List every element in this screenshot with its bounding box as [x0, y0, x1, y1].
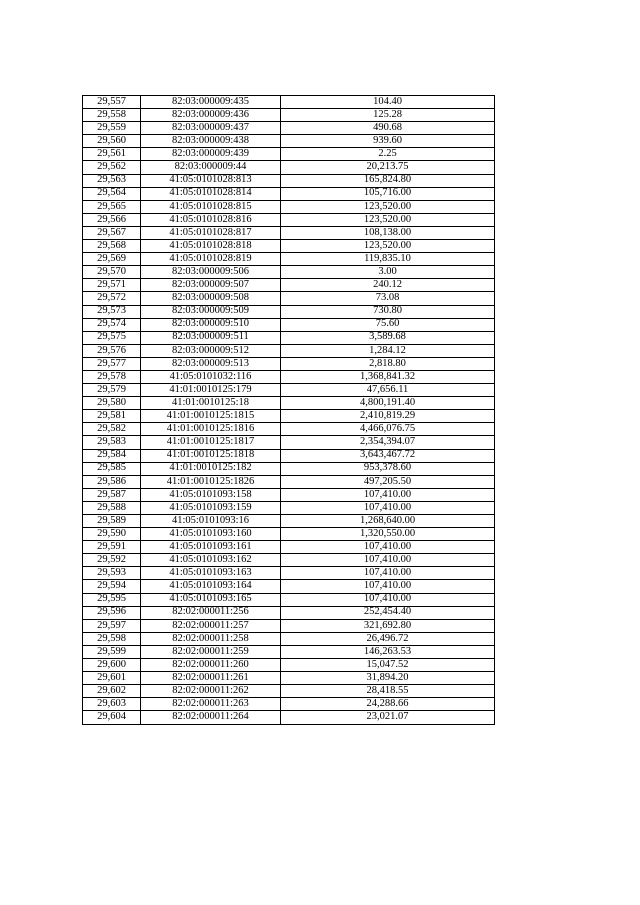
- row-number-cell: 29,599: [83, 645, 141, 658]
- cadastral-number-cell: 41:01:0010125:179: [141, 384, 281, 397]
- data-table: [82, 95, 495, 725]
- row-number-cell: 29,559: [83, 122, 141, 135]
- row-number-cell: 29,590: [83, 528, 141, 541]
- row-number-cell: 29,567: [83, 226, 141, 239]
- row-number-cell: 29,557: [83, 96, 141, 109]
- cadastral-number-cell: 82:03:000009:508: [141, 292, 281, 305]
- table-row: [83, 109, 495, 122]
- row-number-cell: 29,583: [83, 436, 141, 449]
- cadastral-number-cell: 41:05:0101093:158: [141, 488, 281, 501]
- value-cell: 252,454.40: [281, 606, 495, 619]
- value-cell: 20,213.75: [281, 161, 495, 174]
- table-row: [83, 305, 495, 318]
- cadastral-number-cell: 82:02:000011:261: [141, 672, 281, 685]
- table-row: [83, 174, 495, 187]
- value-cell: 75.60: [281, 318, 495, 331]
- table-row: [83, 253, 495, 266]
- row-number-cell: 29,603: [83, 698, 141, 711]
- value-cell: 107,410.00: [281, 593, 495, 606]
- row-number-cell: 29,589: [83, 515, 141, 528]
- cadastral-number-cell: 82:03:000009:437: [141, 122, 281, 135]
- cadastral-number-cell: 82:02:000011:258: [141, 632, 281, 645]
- table-row: [83, 698, 495, 711]
- value-cell: 123,520.00: [281, 240, 495, 253]
- row-number-cell: 29,577: [83, 357, 141, 370]
- table-row: [83, 515, 495, 528]
- cadastral-number-cell: 82:03:000009:435: [141, 96, 281, 109]
- value-cell: 107,410.00: [281, 488, 495, 501]
- table-row: [83, 619, 495, 632]
- table-row: [83, 357, 495, 370]
- value-cell: 108,138.00: [281, 226, 495, 239]
- row-number-cell: 29,600: [83, 659, 141, 672]
- value-cell: 321,692.80: [281, 619, 495, 632]
- value-cell: 107,410.00: [281, 541, 495, 554]
- table-row: [83, 122, 495, 135]
- cadastral-number-cell: 82:03:000009:439: [141, 148, 281, 161]
- row-number-cell: 29,598: [83, 632, 141, 645]
- row-number-cell: 29,596: [83, 606, 141, 619]
- value-cell: 2.25: [281, 148, 495, 161]
- value-cell: 123,520.00: [281, 200, 495, 213]
- value-cell: 1,320,550.00: [281, 528, 495, 541]
- cadastral-number-cell: 82:03:000009:511: [141, 331, 281, 344]
- table-row: [83, 96, 495, 109]
- cadastral-number-cell: 82:03:000009:509: [141, 305, 281, 318]
- row-number-cell: 29,558: [83, 109, 141, 122]
- row-number-cell: 29,584: [83, 449, 141, 462]
- row-number-cell: 29,572: [83, 292, 141, 305]
- table-row: [83, 580, 495, 593]
- value-cell: 107,410.00: [281, 580, 495, 593]
- table-row: [83, 423, 495, 436]
- value-cell: 23,021.07: [281, 711, 495, 724]
- value-cell: 3,589.68: [281, 331, 495, 344]
- row-number-cell: 29,597: [83, 619, 141, 632]
- cadastral-number-cell: 82:02:000011:264: [141, 711, 281, 724]
- table-row: [83, 279, 495, 292]
- cadastral-number-cell: 82:02:000011:262: [141, 685, 281, 698]
- row-number-cell: 29,565: [83, 200, 141, 213]
- cadastral-number-cell: 82:02:000011:257: [141, 619, 281, 632]
- cadastral-number-cell: 82:03:000009:506: [141, 266, 281, 279]
- row-number-cell: 29,564: [83, 187, 141, 200]
- cadastral-number-cell: 82:02:000011:263: [141, 698, 281, 711]
- value-cell: 490.68: [281, 122, 495, 135]
- row-number-cell: 29,561: [83, 148, 141, 161]
- cadastral-number-cell: 41:05:0101093:162: [141, 554, 281, 567]
- value-cell: 4,466,076.75: [281, 423, 495, 436]
- value-cell: 1,284.12: [281, 344, 495, 357]
- value-cell: 31,894.20: [281, 672, 495, 685]
- cadastral-number-cell: 41:05:0101093:16: [141, 515, 281, 528]
- data-table-body: [83, 96, 495, 725]
- row-number-cell: 29,560: [83, 135, 141, 148]
- cadastral-number-cell: 82:03:000009:438: [141, 135, 281, 148]
- table-row: [83, 672, 495, 685]
- cadastral-number-cell: 82:03:000009:513: [141, 357, 281, 370]
- row-number-cell: 29,602: [83, 685, 141, 698]
- value-cell: 1,368,841.32: [281, 370, 495, 383]
- value-cell: 146,263.53: [281, 645, 495, 658]
- cadastral-number-cell: 41:05:0101093:163: [141, 567, 281, 580]
- table-row: [83, 397, 495, 410]
- table-row: [83, 632, 495, 645]
- table-row: [83, 384, 495, 397]
- table-row: [83, 685, 495, 698]
- table-row: [83, 593, 495, 606]
- cadastral-number-cell: 41:05:0101093:161: [141, 541, 281, 554]
- row-number-cell: 29,585: [83, 462, 141, 475]
- value-cell: 2,354,394.07: [281, 436, 495, 449]
- row-number-cell: 29,582: [83, 423, 141, 436]
- value-cell: 119,835.10: [281, 253, 495, 266]
- row-number-cell: 29,574: [83, 318, 141, 331]
- value-cell: 1,268,640.00: [281, 515, 495, 528]
- cadastral-number-cell: 41:05:0101028:816: [141, 213, 281, 226]
- row-number-cell: 29,587: [83, 488, 141, 501]
- row-number-cell: 29,570: [83, 266, 141, 279]
- row-number-cell: 29,586: [83, 475, 141, 488]
- table-row: [83, 567, 495, 580]
- cadastral-number-cell: 41:01:0010125:1826: [141, 475, 281, 488]
- cadastral-number-cell: 41:01:0010125:1815: [141, 410, 281, 423]
- row-number-cell: 29,601: [83, 672, 141, 685]
- row-number-cell: 29,573: [83, 305, 141, 318]
- table-row: [83, 606, 495, 619]
- cadastral-number-cell: 82:02:000011:256: [141, 606, 281, 619]
- table-row: [83, 226, 495, 239]
- value-cell: 26,496.72: [281, 632, 495, 645]
- cadastral-number-cell: 41:05:0101032:116: [141, 370, 281, 383]
- table-row: [83, 528, 495, 541]
- table-row: [83, 292, 495, 305]
- value-cell: 2,818.80: [281, 357, 495, 370]
- value-cell: 107,410.00: [281, 554, 495, 567]
- row-number-cell: 29,580: [83, 397, 141, 410]
- cadastral-number-cell: 82:03:000009:510: [141, 318, 281, 331]
- value-cell: 953,378.60: [281, 462, 495, 475]
- row-number-cell: 29,581: [83, 410, 141, 423]
- cadastral-number-cell: 41:05:0101028:819: [141, 253, 281, 266]
- row-number-cell: 29,592: [83, 554, 141, 567]
- table-row: [83, 475, 495, 488]
- table-row: [83, 659, 495, 672]
- value-cell: 47,656.11: [281, 384, 495, 397]
- table-row: [83, 135, 495, 148]
- cadastral-number-cell: 82:02:000011:259: [141, 645, 281, 658]
- value-cell: 240.12: [281, 279, 495, 292]
- table-row: [83, 370, 495, 383]
- row-number-cell: 29,579: [83, 384, 141, 397]
- row-number-cell: 29,569: [83, 253, 141, 266]
- value-cell: 24,288.66: [281, 698, 495, 711]
- cadastral-number-cell: 82:03:000009:436: [141, 109, 281, 122]
- table-row: [83, 344, 495, 357]
- cadastral-number-cell: 41:01:0010125:1816: [141, 423, 281, 436]
- cadastral-number-cell: 41:05:0101093:164: [141, 580, 281, 593]
- cadastral-number-cell: 41:05:0101093:159: [141, 501, 281, 514]
- row-number-cell: 29,593: [83, 567, 141, 580]
- cadastral-number-cell: 41:01:0010125:18: [141, 397, 281, 410]
- cadastral-number-cell: 82:03:000009:507: [141, 279, 281, 292]
- value-cell: 104.40: [281, 96, 495, 109]
- table-row: [83, 161, 495, 174]
- cadastral-number-cell: 41:05:0101028:818: [141, 240, 281, 253]
- cadastral-number-cell: 41:01:0010125:1817: [141, 436, 281, 449]
- table-row: [83, 213, 495, 226]
- cadastral-number-cell: 41:05:0101028:814: [141, 187, 281, 200]
- row-number-cell: 29,595: [83, 593, 141, 606]
- cadastral-number-cell: 41:05:0101028:817: [141, 226, 281, 239]
- row-number-cell: 29,588: [83, 501, 141, 514]
- table-row: [83, 501, 495, 514]
- value-cell: 123,520.00: [281, 213, 495, 226]
- value-cell: 939.60: [281, 135, 495, 148]
- row-number-cell: 29,566: [83, 213, 141, 226]
- row-number-cell: 29,578: [83, 370, 141, 383]
- cadastral-number-cell: 41:05:0101028:813: [141, 174, 281, 187]
- value-cell: 107,410.00: [281, 501, 495, 514]
- table-row: [83, 331, 495, 344]
- table-row: [83, 148, 495, 161]
- cadastral-number-cell: 41:05:0101028:815: [141, 200, 281, 213]
- row-number-cell: 29,604: [83, 711, 141, 724]
- row-number-cell: 29,591: [83, 541, 141, 554]
- value-cell: 3.00: [281, 266, 495, 279]
- cadastral-number-cell: 82:03:000009:44: [141, 161, 281, 174]
- table-row: [83, 200, 495, 213]
- table-row: [83, 266, 495, 279]
- cadastral-number-cell: 82:02:000011:260: [141, 659, 281, 672]
- cadastral-number-cell: 41:05:0101093:160: [141, 528, 281, 541]
- value-cell: 2,410,819.29: [281, 410, 495, 423]
- row-number-cell: 29,594: [83, 580, 141, 593]
- table-row: [83, 554, 495, 567]
- table-row: [83, 462, 495, 475]
- table-row: [83, 187, 495, 200]
- table-row: [83, 436, 495, 449]
- table-row: [83, 541, 495, 554]
- table-row: [83, 645, 495, 658]
- cadastral-number-cell: 41:01:0010125:182: [141, 462, 281, 475]
- row-number-cell: 29,571: [83, 279, 141, 292]
- cadastral-number-cell: 41:01:0010125:1818: [141, 449, 281, 462]
- value-cell: 73.08: [281, 292, 495, 305]
- value-cell: 3,643,467.72: [281, 449, 495, 462]
- value-cell: 730.80: [281, 305, 495, 318]
- value-cell: 15,047.52: [281, 659, 495, 672]
- value-cell: 105,716.00: [281, 187, 495, 200]
- value-cell: 497,205.50: [281, 475, 495, 488]
- value-cell: 107,410.00: [281, 567, 495, 580]
- row-number-cell: 29,568: [83, 240, 141, 253]
- value-cell: 165,824.80: [281, 174, 495, 187]
- value-cell: 4,800,191.40: [281, 397, 495, 410]
- row-number-cell: 29,563: [83, 174, 141, 187]
- row-number-cell: 29,575: [83, 331, 141, 344]
- value-cell: 28,418.55: [281, 685, 495, 698]
- row-number-cell: 29,562: [83, 161, 141, 174]
- cadastral-number-cell: 82:03:000009:512: [141, 344, 281, 357]
- table-row: [83, 240, 495, 253]
- value-cell: 125.28: [281, 109, 495, 122]
- table-row: [83, 410, 495, 423]
- table-row: [83, 449, 495, 462]
- row-number-cell: 29,576: [83, 344, 141, 357]
- cadastral-number-cell: 41:05:0101093:165: [141, 593, 281, 606]
- table-row: [83, 488, 495, 501]
- table-row: [83, 711, 495, 724]
- table-row: [83, 318, 495, 331]
